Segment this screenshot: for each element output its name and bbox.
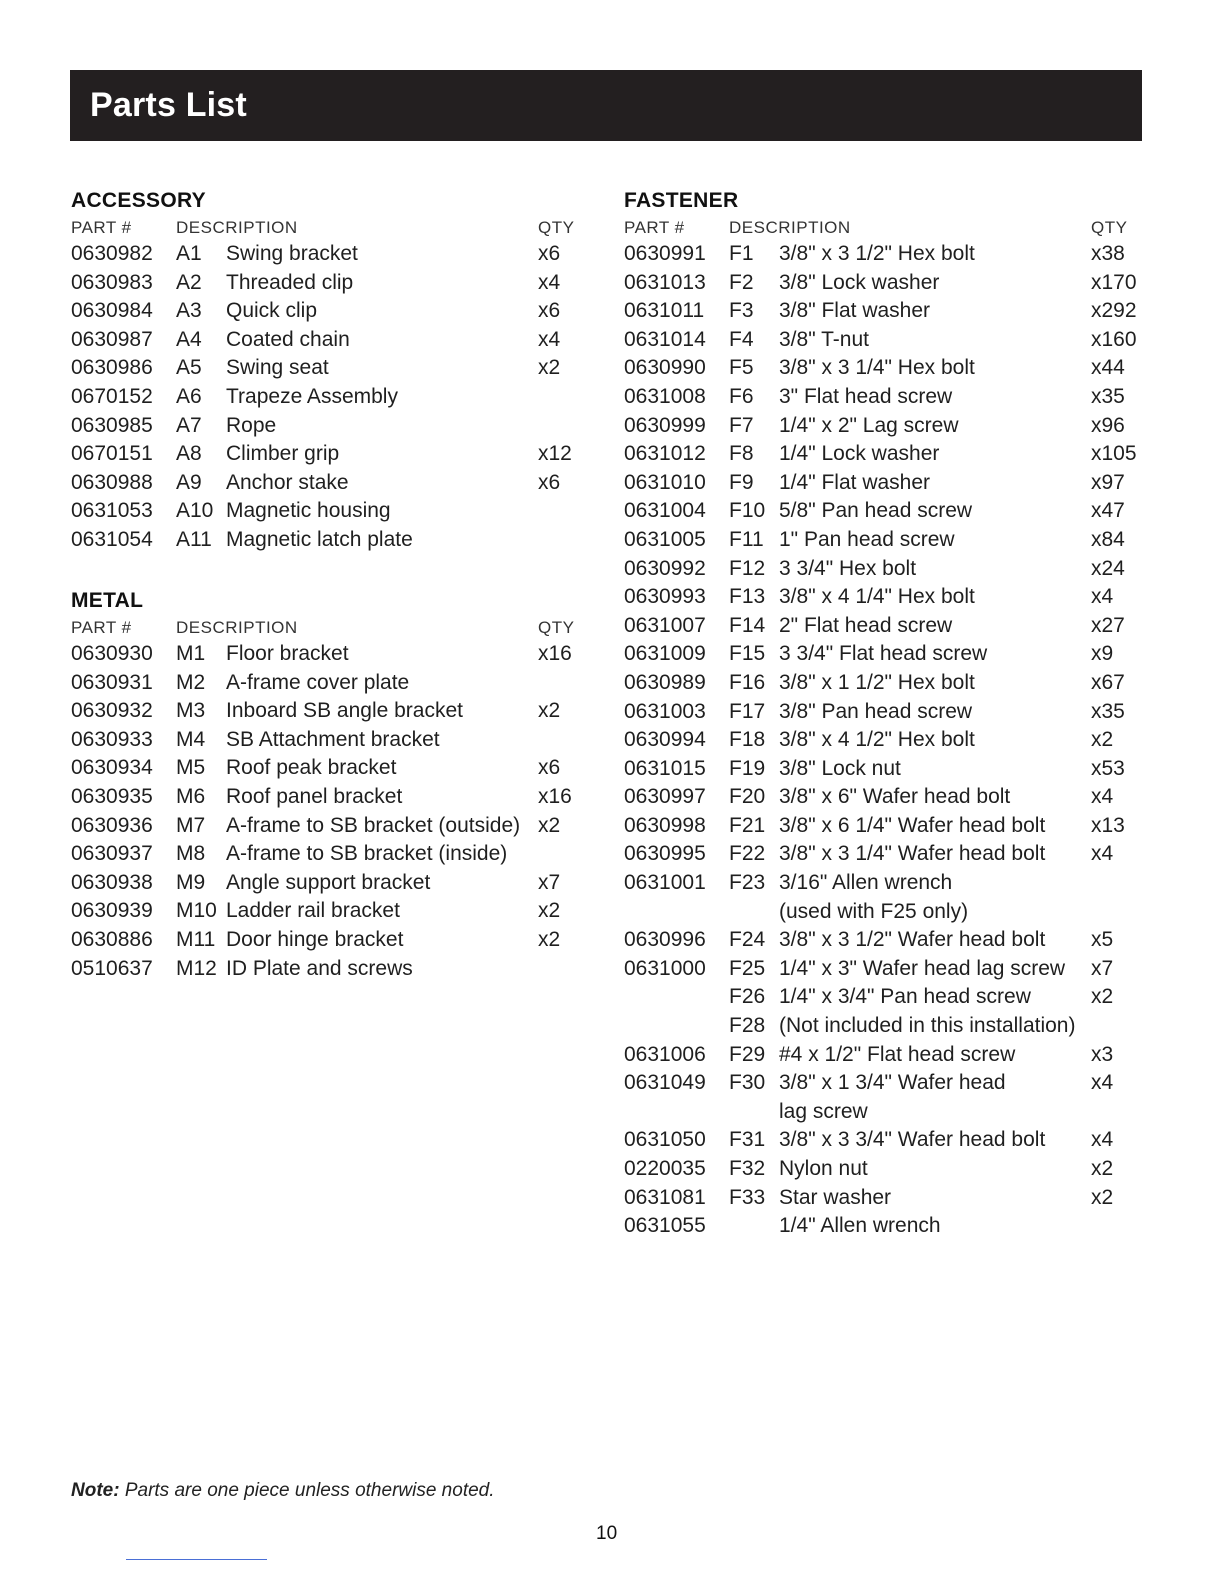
part-number: 0631000 [624, 956, 706, 980]
item-code: A8 [176, 442, 202, 466]
item-quantity: x4 [1091, 585, 1114, 609]
page-title: Parts List [90, 86, 247, 124]
table-row [624, 1184, 1144, 1213]
item-description: (Not included in this installation) [779, 1014, 1076, 1038]
divider [126, 1559, 267, 1560]
item-description: A-frame cover plate [226, 670, 410, 694]
table-row [624, 698, 1144, 727]
part-number: 0630930 [71, 642, 153, 665]
item-description: 3/8" x 4 1/4" Hex bolt [779, 585, 975, 609]
item-quantity: x35 [1091, 699, 1125, 723]
table-row [624, 555, 1144, 584]
table-row [624, 783, 1144, 812]
item-quantity: x24 [1091, 556, 1125, 580]
part-number: 0630995 [624, 842, 706, 866]
part-number: 0630936 [71, 813, 153, 837]
item-description: 3/8" x 6" Wafer head bolt [779, 785, 1011, 809]
table-row [624, 898, 1144, 927]
item-quantity: x6 [538, 242, 561, 265]
item-quantity: x6 [538, 299, 561, 323]
note-text: Parts are one piece unless otherwise noted. [119, 1480, 495, 1501]
item-description: Ladder rail bracket [226, 899, 400, 923]
part-number: 0630886 [71, 927, 153, 951]
part-number: 0630993 [624, 585, 706, 609]
item-quantity: x7 [538, 870, 561, 894]
col-description-header: DESCRIPTION [176, 618, 298, 637]
item-code: F16 [729, 670, 766, 694]
item-quantity: x160 [1091, 327, 1137, 351]
item-code: F30 [729, 1071, 766, 1095]
table-row [71, 926, 591, 955]
item-description: Nylon nut [779, 1157, 868, 1180]
item-quantity: x2 [1091, 728, 1114, 752]
item-quantity: x13 [1091, 813, 1125, 837]
item-description: Swing seat [226, 356, 329, 380]
part-number: 0630934 [71, 756, 153, 780]
item-description: Climber grip [226, 442, 340, 466]
part-number: 0631049 [624, 1071, 706, 1095]
item-description: 3 3/4" Flat head screw [779, 642, 988, 666]
part-number: 0630939 [71, 899, 153, 923]
item-description: 3/8" x 1 1/2" Hex bolt [779, 670, 975, 694]
table-row [624, 326, 1144, 355]
item-description: Magnetic latch plate [226, 527, 413, 551]
table-row [624, 926, 1144, 955]
accessory-section [71, 188, 591, 555]
item-description: SB Attachment bracket [226, 727, 440, 751]
item-code: F1 [729, 242, 754, 265]
item-quantity: x292 [1091, 299, 1137, 323]
item-code: F13 [729, 585, 766, 609]
item-code: F32 [729, 1157, 766, 1180]
item-quantity: x67 [1091, 670, 1125, 694]
item-quantity: x12 [538, 442, 572, 466]
part-number: 0630998 [624, 813, 706, 837]
item-description: Roof peak bracket [226, 756, 397, 780]
part-number: 0631053 [71, 499, 153, 523]
part-number: 0670152 [71, 384, 153, 408]
col-part-header: PART # [71, 618, 132, 637]
metal-section [71, 588, 591, 983]
item-code: F31 [729, 1128, 766, 1152]
table-row [71, 497, 591, 526]
col-part-header: PART # [71, 218, 132, 237]
table-row [624, 640, 1144, 669]
item-quantity: x2 [538, 927, 561, 951]
item-description: 3/8" x 3 1/4" Wafer head bolt [779, 842, 1046, 866]
item-code: M1 [176, 642, 206, 665]
table-row [624, 297, 1144, 326]
part-number: 0631008 [624, 384, 706, 408]
item-description: 3/8" x 3 1/4" Hex bolt [779, 356, 975, 380]
item-code: M6 [176, 784, 206, 808]
part-number: 0631006 [624, 1042, 706, 1066]
table-row [624, 1212, 1144, 1241]
item-description: Threaded clip [226, 270, 354, 294]
item-code: M10 [176, 899, 217, 923]
item-code: F7 [729, 413, 754, 437]
part-number: 0630997 [624, 785, 706, 809]
item-code: M8 [176, 842, 206, 866]
item-code: F33 [729, 1185, 766, 1209]
item-description: 3/8" x 1 3/4" Wafer head [779, 1071, 1006, 1095]
item-quantity: x53 [1091, 756, 1125, 780]
table-row [624, 440, 1144, 469]
item-quantity: x2 [538, 813, 561, 837]
page-header-bar [70, 70, 1142, 141]
item-code: F23 [729, 871, 766, 895]
table-row [624, 1155, 1144, 1184]
part-number: 0631004 [624, 499, 706, 523]
item-code: A11 [176, 527, 212, 551]
column-header-row [71, 614, 591, 640]
table-row [71, 869, 591, 898]
part-number: 0631011 [624, 299, 705, 323]
item-quantity: x4 [1091, 785, 1114, 809]
item-description: ID Plate and screws [226, 956, 413, 980]
item-quantity: x4 [538, 270, 561, 294]
item-quantity: x2 [538, 899, 561, 923]
item-description: (used with F25 only) [779, 899, 969, 923]
part-number: 0220035 [624, 1157, 706, 1180]
item-quantity: x7 [1091, 956, 1114, 980]
item-code: F5 [729, 356, 754, 380]
table-row [624, 269, 1144, 298]
item-description: Door hinge bracket [226, 927, 404, 951]
col-qty-header: QTY [538, 618, 575, 637]
part-number: 0631003 [624, 699, 706, 723]
item-description: Anchor stake [226, 470, 349, 494]
item-description: 3 3/4" Hex bolt [779, 556, 917, 580]
part-number: 0630938 [71, 870, 153, 894]
item-code: A6 [176, 384, 202, 408]
part-number: 0630982 [71, 242, 153, 265]
part-number: 0631013 [624, 270, 706, 294]
item-description: 3/8" Flat washer [779, 299, 931, 323]
item-description: A-frame to SB bracket (outside) [226, 813, 521, 837]
part-number: 0631012 [624, 442, 706, 466]
part-number: 0631054 [71, 527, 153, 551]
item-code: F26 [729, 985, 766, 1009]
item-description: 3/8" Pan head screw [779, 699, 973, 723]
item-code: F2 [729, 270, 754, 294]
item-code: M7 [176, 813, 206, 837]
footnote [71, 1480, 495, 1502]
item-description: Inboard SB angle bracket [226, 699, 463, 723]
item-code: F9 [729, 470, 754, 494]
item-quantity: x96 [1091, 413, 1125, 437]
item-code: A9 [176, 470, 202, 494]
item-description: 1/4" x 2" Lag screw [779, 413, 959, 437]
table-row [624, 240, 1144, 269]
item-description: Magnetic housing [226, 499, 391, 523]
part-number: 0630996 [624, 928, 706, 952]
item-code: M9 [176, 870, 206, 894]
part-number: 0631055 [624, 1214, 706, 1238]
part-number: 0630989 [624, 670, 706, 694]
item-code: M3 [176, 699, 206, 723]
item-code: F18 [729, 728, 766, 752]
item-description: 1/4" Flat washer [779, 470, 931, 494]
col-part-header: PART # [624, 218, 685, 237]
col-qty-header: QTY [538, 218, 575, 237]
part-number: 0631010 [624, 470, 706, 494]
item-code: A4 [176, 327, 202, 351]
table-row [624, 869, 1144, 898]
table-row [71, 697, 591, 726]
part-number: 0630937 [71, 842, 153, 866]
table-row [624, 1098, 1144, 1127]
part-number: 0630987 [71, 327, 153, 351]
item-quantity: x2 [538, 699, 561, 723]
item-description: Floor bracket [226, 642, 349, 665]
item-description: #4 x 1/2" Flat head screw [779, 1042, 1016, 1066]
item-code: F15 [729, 642, 766, 666]
item-description: 5/8" Pan head screw [779, 499, 973, 523]
item-description: 3/8" Lock nut [779, 756, 901, 780]
item-description: 1/4" Allen wrench [779, 1214, 941, 1238]
part-number: 0510637 [71, 956, 153, 980]
item-quantity: x47 [1091, 499, 1125, 523]
table-row [71, 955, 591, 984]
item-code: A10 [176, 499, 214, 523]
table-row [71, 669, 591, 698]
item-code: F14 [729, 613, 766, 637]
item-description: Star washer [779, 1185, 892, 1209]
table-row [71, 754, 591, 783]
item-description: Quick clip [226, 299, 318, 323]
item-description: 3/8" x 4 1/2" Hex bolt [779, 728, 975, 752]
table-row [71, 840, 591, 869]
part-number: 0631015 [624, 756, 706, 780]
item-code: F4 [729, 327, 754, 351]
item-code: F17 [729, 699, 766, 723]
item-code: A2 [176, 270, 202, 294]
item-quantity: x105 [1091, 442, 1137, 466]
table-row [624, 1012, 1144, 1041]
table-row [624, 840, 1144, 869]
part-number: 0631007 [624, 613, 706, 637]
part-number: 0670151 [71, 442, 153, 466]
part-number: 0630983 [71, 270, 153, 294]
item-quantity: x4 [1091, 842, 1114, 866]
part-number: 0630935 [71, 784, 153, 808]
table-row [624, 469, 1144, 498]
item-description: Angle support bracket [226, 870, 431, 894]
item-code: F24 [729, 928, 766, 952]
item-code: A5 [176, 356, 202, 380]
item-quantity: x97 [1091, 470, 1125, 494]
item-code: F25 [729, 956, 766, 980]
col-description-header: DESCRIPTION [176, 218, 298, 237]
item-code: F6 [729, 384, 754, 408]
table-row [71, 412, 591, 441]
item-quantity: x3 [1091, 1042, 1114, 1066]
item-quantity: x2 [1091, 985, 1114, 1009]
section-title: ACCESSORY [71, 189, 206, 212]
table-row [624, 612, 1144, 641]
table-row [71, 897, 591, 926]
col-description-header: DESCRIPTION [729, 218, 851, 237]
item-code: F29 [729, 1042, 766, 1066]
table-row [71, 326, 591, 355]
item-code: F22 [729, 842, 766, 866]
table-row [624, 526, 1144, 555]
part-number: 0631014 [624, 327, 706, 351]
table-row [624, 983, 1144, 1012]
table-row [71, 812, 591, 841]
item-description: 3/8" x 3 1/2" Wafer head bolt [779, 928, 1046, 952]
item-description: 3/8" x 6 1/4" Wafer head bolt [779, 813, 1046, 837]
part-number: 0630994 [624, 728, 706, 752]
item-quantity: x4 [1091, 1128, 1114, 1152]
item-quantity: x9 [1091, 642, 1114, 666]
item-description: 3/8" x 3 3/4" Wafer head bolt [779, 1128, 1046, 1152]
item-quantity: x2 [1091, 1157, 1114, 1180]
item-code: M12 [176, 956, 217, 980]
item-description: 1/4" x 3" Wafer head lag screw [779, 956, 1066, 980]
part-number: 0630985 [71, 413, 153, 437]
item-code: M11 [176, 927, 216, 951]
accessory-rows [71, 240, 591, 555]
item-quantity: x44 [1091, 356, 1125, 380]
item-code: M4 [176, 727, 206, 751]
table-row [624, 1126, 1144, 1155]
item-code: F28 [729, 1014, 766, 1038]
item-quantity: x6 [538, 756, 561, 780]
table-row [71, 354, 591, 383]
item-quantity: x2 [538, 356, 561, 380]
section-title: METAL [71, 589, 144, 612]
table-row [624, 812, 1144, 841]
part-number: 0631005 [624, 527, 706, 551]
table-row [624, 354, 1144, 383]
table-row [624, 412, 1144, 441]
item-code: M5 [176, 756, 206, 780]
item-code: A1 [176, 242, 202, 265]
item-description: 3" Flat head screw [779, 384, 953, 408]
part-number: 0631050 [624, 1128, 706, 1152]
table-row [71, 469, 591, 498]
table-row [624, 726, 1144, 755]
column-header-row [71, 214, 591, 240]
item-description: A-frame to SB bracket (inside) [226, 842, 508, 866]
col-qty-header: QTY [1091, 218, 1128, 237]
item-description: Trapeze Assembly [226, 384, 398, 408]
item-description: 1" Pan head screw [779, 527, 955, 551]
page-number: 10 [596, 1523, 618, 1544]
part-number: 0630999 [624, 413, 706, 437]
item-description: Rope [226, 413, 277, 437]
part-number: 0631009 [624, 642, 706, 666]
item-quantity: x5 [1091, 928, 1114, 952]
section-title: FASTENER [624, 189, 739, 212]
item-description: 3/16" Allen wrench [779, 871, 953, 895]
item-code: F3 [729, 299, 754, 323]
item-quantity: x6 [538, 470, 561, 494]
table-row [624, 497, 1144, 526]
item-quantity: x4 [1091, 1071, 1114, 1095]
table-row [71, 383, 591, 412]
table-row [71, 526, 591, 555]
table-row [71, 269, 591, 298]
fastener-rows [624, 240, 1144, 1241]
item-description: 3/8" x 3 1/2" Hex bolt [779, 242, 975, 265]
table-row [71, 783, 591, 812]
metal-rows [71, 640, 591, 983]
item-description: Coated chain [226, 327, 350, 351]
table-row [71, 726, 591, 755]
note-label: Note: [71, 1480, 120, 1501]
item-quantity: x2 [1091, 1185, 1114, 1209]
part-number: 0630933 [71, 727, 153, 751]
item-description: 3/8" T-nut [779, 327, 869, 351]
table-row [624, 669, 1144, 698]
item-quantity: x84 [1091, 527, 1125, 551]
item-code: F8 [729, 442, 754, 466]
table-row [71, 440, 591, 469]
item-code: A3 [176, 299, 202, 323]
item-quantity: x35 [1091, 384, 1125, 408]
part-number: 0631081 [624, 1185, 706, 1209]
item-description: Roof panel bracket [226, 784, 403, 808]
item-quantity: x27 [1091, 613, 1125, 637]
item-description: 2" Flat head screw [779, 613, 953, 637]
item-quantity: x16 [538, 642, 572, 665]
item-code: F10 [729, 499, 766, 523]
table-row [624, 1041, 1144, 1070]
column-header-row [624, 214, 1144, 240]
part-number: 0630990 [624, 356, 706, 380]
part-number: 0631001 [624, 871, 706, 895]
part-number: 0630932 [71, 699, 153, 723]
item-code: F19 [729, 756, 766, 780]
part-number: 0630992 [624, 556, 706, 580]
table-row [71, 240, 591, 269]
item-code: F12 [729, 556, 766, 580]
item-description: 3/8" Lock washer [779, 270, 940, 294]
table-row [71, 640, 591, 669]
item-code: F11 [729, 527, 764, 551]
item-quantity: x38 [1091, 242, 1125, 265]
item-description: 1/4" Lock washer [779, 442, 940, 466]
item-quantity: x4 [538, 327, 561, 351]
item-description: 1/4" x 3/4" Pan head screw [779, 985, 1031, 1009]
item-quantity: x16 [538, 784, 572, 808]
table-row [624, 955, 1144, 984]
part-number: 0630931 [71, 670, 153, 694]
part-number: 0630986 [71, 356, 153, 380]
table-row [624, 755, 1144, 784]
table-row [624, 583, 1144, 612]
table-row [624, 383, 1144, 412]
item-code: F21 [729, 813, 766, 837]
item-quantity: x170 [1091, 270, 1137, 294]
table-row [71, 297, 591, 326]
item-description: Swing bracket [226, 242, 358, 265]
part-number: 0630991 [624, 242, 706, 265]
fastener-section [624, 188, 1144, 1241]
table-row [624, 1069, 1144, 1098]
part-number: 0630984 [71, 299, 153, 323]
item-code: A7 [176, 413, 202, 437]
item-code: F20 [729, 785, 766, 809]
item-description: lag screw [779, 1099, 868, 1123]
item-code: M2 [176, 670, 206, 694]
part-number: 0630988 [71, 470, 153, 494]
